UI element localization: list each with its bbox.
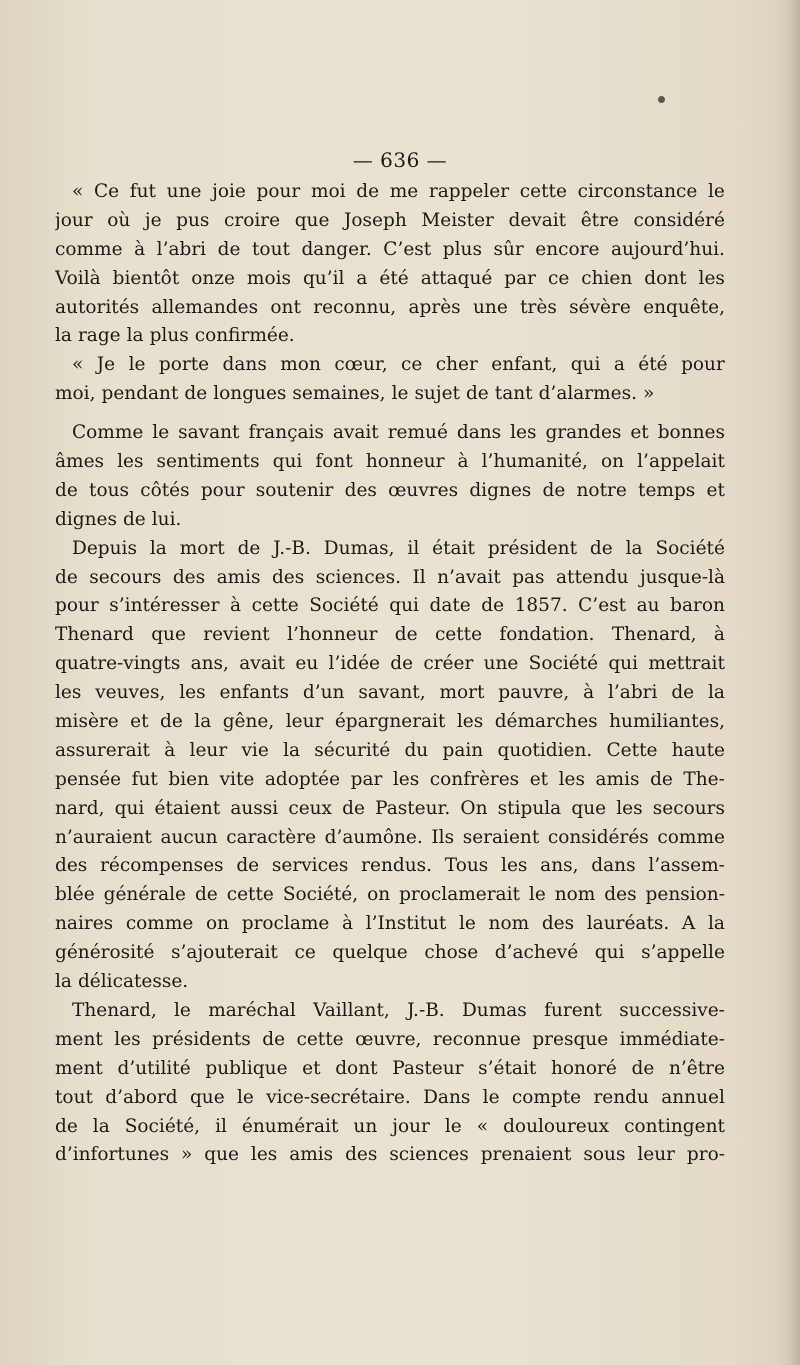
text-line: des récompenses de services rendus. Tous les ans, dans l’assem- [55,855,725,877]
text-line: de la Société, il énumérait un jour le « douloureux contingent [55,1115,725,1137]
text-line: misère et de la gêne, leur épargnerait les démarches humiliantes, [55,711,725,733]
text-line: Voilà bientôt onze mois qu’il a été attaqué par ce chien dont les [55,267,725,289]
text-line: ment d’utilité publique et dont Pasteur s’était honoré de n’être [55,1057,725,1079]
text-line: Thenard, le maréchal Vaillant, J.-B. Dumas furent successive- [72,999,725,1021]
text-line: comme à l’abri de tout danger. C’est plus sûr encore aujourd’hui. [55,238,725,260]
text-line: Depuis la mort de J.-B. Dumas, il était président de la Société [72,537,725,559]
text-line: blée générale de cette Société, on proclamerait le nom des pension- [55,884,725,906]
text-line: « Je le porte dans mon cœur, ce cher enfant, qui a été pour [72,354,725,376]
text-line: d’infortunes » que les amis des sciences prenaient sous leur pro- [55,1144,725,1166]
text-line: quatre-vingts ans, avait eu l’idée de créer une Société qui mettrait [55,653,725,675]
text-line: nard, qui étaient aussi ceux de Pasteur. On stipula que les secours [55,797,725,819]
text-line: la rage la plus confirmée. [55,325,295,347]
text-line: ment les présidents de cette œuvre, reconnue presque immédiate- [55,1028,725,1050]
text-line: moi, pendant de longues semaines, le sujet de tant d’alarmes. » [55,383,655,405]
text-line: « Ce fut une joie pour moi de me rappeler cette circonstance le [72,181,725,202]
text-line: Comme le savant français avait remué dans les grandes et bonnes [72,422,725,444]
body-text [55,178,725,1170]
text-line: la délicatesse. [55,971,189,993]
ink-spot [658,96,665,103]
text-line: n’auraient aucun caractère d’aumône. Ils seraient considérés comme [55,826,725,848]
text-line: pour s’intéresser à cette Société qui date de 1857. C’est au baron [55,595,725,617]
text-line: tout d’abord que le vice-secrétaire. Dans le compte rendu annuel [55,1086,725,1108]
text-line: les veuves, les enfants d’un savant, mort pauvre, à l’abri de la [55,682,725,704]
text-line: assurerait à leur vie la sécurité du pain quotidien. Cette haute [55,739,725,761]
text-line: jour où je pus croire que Joseph Meister devait être considéré [55,209,725,231]
text-line: de tous côtés pour soutenir des œuvres dignes de notre temps et [55,479,725,501]
text-line: pensée fut bien vite adoptée par les confrères et les amis de The- [55,768,725,790]
text-line: âmes les sentiments qui font honneur à l’humanité, on l’appelait [55,451,725,473]
paragraph-gap [55,409,725,419]
text-line: de secours des amis des sciences. Il n’avait pas attendu jusque-là [55,566,725,588]
page-number: — 636 — [352,148,448,172]
text-line: Thenard que revient l’honneur de cette fondation. Thenard, à [55,624,725,646]
text-line: générosité s’ajouterait ce quelque chose d’achevé qui s’appelle [55,942,725,964]
page-edge-shadow [778,0,800,1365]
text-line: naires comme on proclame à l’Institut le nom des lauréats. A la [55,913,725,935]
text-line: dignes de lui. [55,508,182,530]
text-line: autorités allemandes ont reconnu, après une très sévère enquête, [55,296,725,318]
